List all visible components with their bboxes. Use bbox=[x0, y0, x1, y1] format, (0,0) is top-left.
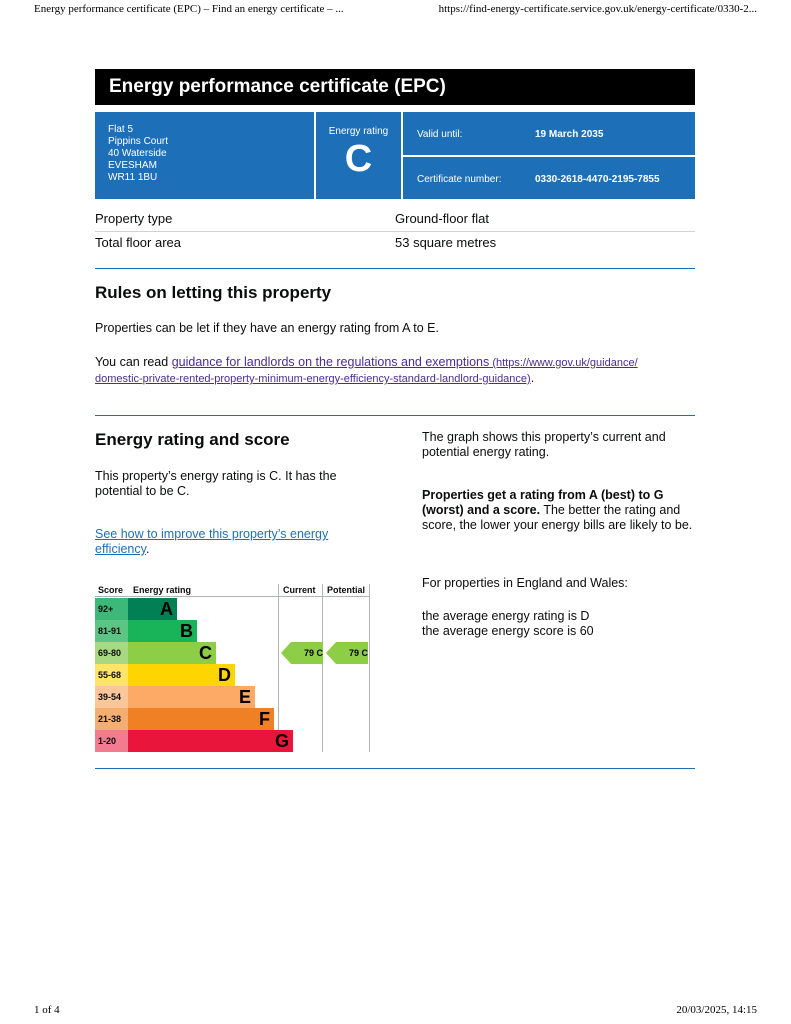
improve-efficiency-link[interactable]: See how to improve this property’s energy efficiency bbox=[95, 527, 329, 556]
letting-guidance-paragraph bbox=[95, 355, 695, 387]
band-score-b: 81-91 bbox=[95, 620, 128, 642]
landlord-guidance-url-cont[interactable]: domestic-private-rented-property-minimum-energy-efficiency-standard-landlord-guidance) bbox=[95, 373, 531, 385]
chart-column-rule bbox=[322, 584, 323, 752]
property-type-value: Ground-floor flat bbox=[395, 211, 489, 226]
energy-rating-letter: C bbox=[344, 138, 373, 180]
chart-column-rule bbox=[369, 584, 370, 752]
rating-explainer-rest: The better the rating and score, the lower your energy bills are likely to be. bbox=[422, 503, 693, 532]
valid-until-box bbox=[403, 112, 695, 155]
chart-header-potential: Potential bbox=[327, 585, 366, 595]
address-line: EVESHAM bbox=[108, 160, 157, 171]
band-score-g: 1-20 bbox=[95, 730, 128, 752]
guidance-suffix: . bbox=[530, 371, 535, 385]
section-divider bbox=[95, 768, 695, 769]
guidance-prefix: You can read bbox=[95, 355, 172, 369]
energy-rating-box bbox=[316, 112, 401, 199]
address-line: WR11 1BU bbox=[108, 172, 158, 183]
band-bar-d: D bbox=[128, 664, 235, 686]
improve-suffix: . bbox=[145, 542, 150, 556]
chart-header-score: Score bbox=[98, 585, 124, 595]
average-score: the average energy score is 60 bbox=[422, 624, 594, 638]
property-type-label: Property type bbox=[95, 211, 173, 226]
print-page-count: 1 of 4 bbox=[34, 1004, 60, 1016]
band-score-a: 92+ bbox=[95, 598, 128, 620]
property-type-row bbox=[95, 207, 695, 232]
band-bar-e: E bbox=[128, 686, 255, 708]
floor-area-value: 53 square metres bbox=[395, 235, 497, 250]
print-url: https://find-energy-certificate.service.gov.uk/energy-certificate/0330-2... bbox=[438, 3, 757, 15]
floor-area-row bbox=[95, 231, 695, 255]
band-bar-b: B bbox=[128, 620, 197, 642]
chart-column-rule bbox=[278, 584, 279, 752]
certificate-number-label: Certificate number: bbox=[417, 174, 502, 185]
graph-explainer: The graph shows this property’s current and potential energy rating. bbox=[422, 430, 666, 459]
print-footer bbox=[34, 1004, 757, 1024]
band-score-e: 39-54 bbox=[95, 686, 128, 708]
band-score-f: 21-38 bbox=[95, 708, 128, 730]
average-rating: the average energy rating is D bbox=[422, 609, 590, 623]
landlord-guidance-url[interactable]: (https://www.gov.uk/guidance/ bbox=[489, 357, 638, 369]
band-bar-c: C bbox=[128, 642, 216, 664]
chart-header-current: Current bbox=[283, 585, 316, 595]
band-bar-a: A bbox=[128, 598, 177, 620]
energy-heading: Energy rating and score bbox=[95, 430, 290, 449]
print-datetime: 20/03/2025, 14:15 bbox=[676, 1004, 757, 1016]
band-bar-g: G bbox=[128, 730, 293, 752]
band-score-d: 55-68 bbox=[95, 664, 128, 686]
letting-heading: Rules on letting this property bbox=[95, 283, 332, 302]
section-divider bbox=[95, 415, 695, 416]
rating-explainer-bold: Properties get a rating from A (best) to G (worst) and a score. bbox=[422, 488, 664, 517]
valid-until-value: 19 March 2035 bbox=[535, 129, 604, 140]
print-page-title: Energy performance certificate (EPC) – Find an energy certificate – ... bbox=[34, 3, 344, 15]
landlord-guidance-link[interactable]: guidance for landlords on the regulations and exemptions bbox=[171, 355, 490, 369]
valid-until-label: Valid until: bbox=[417, 129, 463, 140]
band-bar-f: F bbox=[128, 708, 274, 730]
current-rating-arrow: 79 C bbox=[291, 642, 323, 664]
page-title: Energy performance certificate (EPC) bbox=[95, 69, 695, 105]
floor-area-label: Total floor area bbox=[95, 235, 181, 250]
chart-header-rating: Energy rating bbox=[133, 585, 192, 595]
energy-rating-label: Energy rating bbox=[328, 126, 389, 137]
property-address bbox=[95, 112, 314, 199]
energy-rating-paragraph: This property’s energy rating is C. It has the potential to be C. bbox=[95, 469, 337, 498]
chart-header-rule bbox=[95, 596, 370, 597]
letting-paragraph: Properties can be let if they have an energy rating from A to E. bbox=[95, 321, 439, 335]
improve-paragraph bbox=[95, 527, 360, 557]
certificate-number-value: 0330-2618-4470-2195-7855 bbox=[535, 174, 660, 185]
print-header bbox=[34, 0, 757, 20]
address-line: 40 Waterside bbox=[108, 148, 167, 159]
energy-rating-chart bbox=[95, 584, 370, 752]
band-score-c: 69-80 bbox=[95, 642, 128, 664]
address-line: Pippins Court bbox=[108, 136, 169, 147]
rating-explainer bbox=[422, 488, 696, 533]
certificate-number-box bbox=[403, 157, 695, 199]
potential-rating-arrow: 79 C bbox=[336, 642, 368, 664]
address-line: Flat 5 bbox=[108, 124, 134, 135]
section-divider bbox=[95, 268, 695, 269]
england-wales-label: For properties in England and Wales: bbox=[422, 576, 628, 590]
